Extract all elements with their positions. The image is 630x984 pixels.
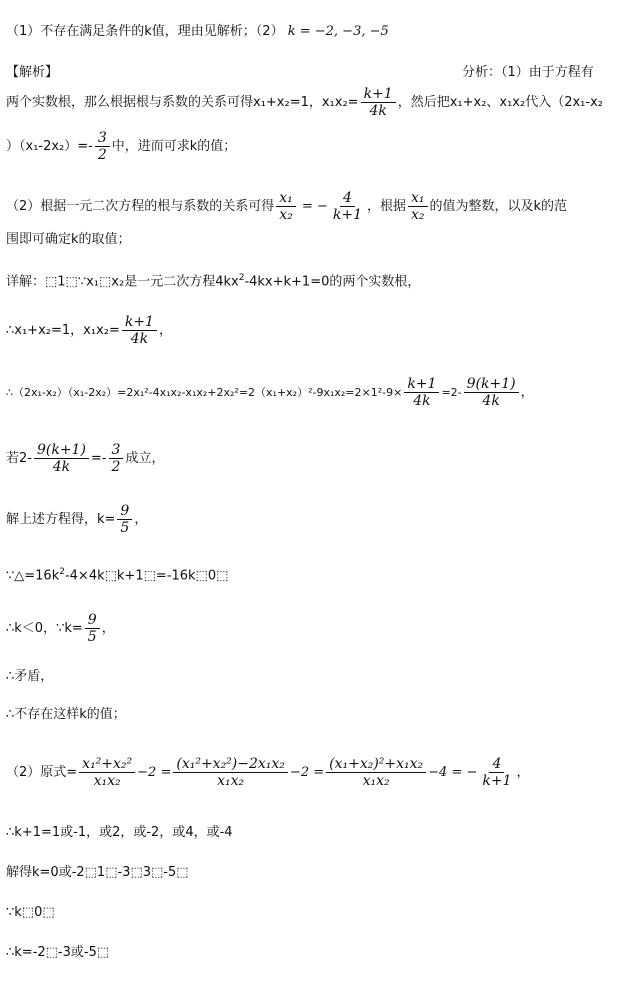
frac-den: x₂: [411, 207, 425, 224]
l3a-text: 两个实数根，那么根据根与系数的关系可得x₁+x₂=1，x₁x₂=: [6, 95, 359, 111]
frac-den: 4k: [369, 103, 387, 120]
frac-x1-over-x2-b: [408, 190, 428, 223]
frac-num: 9(k+1): [34, 442, 89, 459]
detail-line-15: [6, 708, 126, 721]
frac-den: x₁x₂: [93, 773, 121, 790]
answer-summary: [6, 25, 389, 38]
frac-kplus1-over-4k-b: [122, 314, 157, 347]
frac-den: k+1: [482, 773, 512, 790]
frac-9kplus1-over-4k-b: [34, 442, 89, 475]
l10c-text: 成立，: [125, 451, 165, 467]
jiexi-label: 【解析】: [6, 65, 59, 80]
sup-2b: 2: [59, 567, 65, 577]
frac-den: 2: [111, 459, 121, 476]
frac-num: (x₁+x₂)²+x₁x₂: [326, 756, 426, 773]
frac-num: 9(k+1): [464, 376, 519, 393]
l11a-text: 解上述方程得，k=: [6, 512, 116, 528]
detail-line-18: [6, 866, 189, 879]
minus2-b: −2 =: [289, 765, 325, 781]
frac-4-over-kplus1-b: [479, 756, 514, 789]
l10a-text: 若2-: [6, 451, 32, 467]
frac-x1-over-x2: [276, 190, 296, 223]
l14-text: ∴矛盾，: [6, 669, 54, 684]
frac-num: k+1: [122, 314, 157, 331]
frac-num: 9: [85, 612, 100, 629]
frac-9-over-5: [117, 503, 132, 536]
frac-kplus1-over-4k: [361, 86, 396, 119]
frac-num: (x₁²+x₂²)−2x₁x₂: [173, 756, 288, 773]
l15-text: ∴不存在这样k的值；: [6, 707, 126, 722]
detail-line-12: [6, 568, 228, 582]
frac-sum-sq-over-x1x2: [326, 756, 426, 789]
l18-text: 解得k=0或-2⬚1⬚-3⬚3⬚-5⬚: [6, 865, 189, 880]
frac-den: x₂: [279, 207, 293, 224]
frac-den: 5: [120, 520, 130, 537]
frac-num: x₁²+x₂²: [79, 756, 135, 773]
detail-line-11: [6, 503, 147, 536]
l13-end: ，: [101, 621, 115, 637]
l8-text: ∴x₁+x₂=1，x₁x₂=: [6, 323, 120, 339]
analysis-line-5: （2）根据一元二次方程的根与系数的关系可得 $\frac{\text{x₁}}{\text{x₂}}$ = − $\frac{4}{k+1}$ ，根据 $\frac{\text{x₁}}{\text{x₂}}$ 的值为整数，以及k的范: [6, 190, 568, 224]
l5b-text: ，根据: [366, 199, 406, 215]
l13a-text: ∴k＜0，∵k=: [6, 621, 83, 637]
frac-den: 5: [87, 629, 97, 646]
frac-num: 4: [340, 190, 355, 207]
l7a-text: 详解：⬚1⬚∵x₁⬚x₂是一元二次方程4kx: [6, 274, 239, 290]
frac-sq-sum-over-x1x2: [79, 756, 135, 789]
l9-end: ，: [520, 385, 534, 401]
detail-line-10: [6, 442, 164, 475]
l12a-text: ∵△=16k: [6, 568, 60, 584]
answer-text: （1）不存在满足条件的k值，理由见解析；（2）: [6, 24, 284, 39]
analysis-head-text: 分析：（1）由于方程有: [462, 65, 594, 80]
l5c-text: 的值为整数，以及k的范: [429, 199, 568, 215]
analysis-line-3: [6, 86, 603, 119]
detail-line-20: [6, 946, 109, 959]
frac-expanded-over-x1x2: [173, 756, 288, 789]
l16a-text: （2）原式=: [6, 765, 78, 781]
l9a-text: ∴（2x₁-x₂）（x₁-2x₂）=2x₁²-4x₁x₂-x₁x₂+2x₂²=2（x₁+x₂）²-9x₁x₂=2×1²-9×: [6, 386, 403, 400]
frac-kplus1-over-4k-c: [404, 376, 439, 409]
analysis-line-6: [6, 233, 131, 246]
frac-3-over-2-b: [109, 442, 124, 475]
l20-text: ∴k=-2⬚-3或-5⬚: [6, 945, 110, 960]
frac-den: 4k: [413, 393, 431, 410]
frac-num: 4: [489, 756, 504, 773]
answer-math: k = −2, −3, −5: [287, 24, 389, 39]
l8-end: ，: [158, 323, 172, 339]
frac-num: x₁: [408, 190, 428, 207]
detail-line-7: [6, 274, 420, 288]
l6-text: 围即可确定k的取值；: [6, 232, 131, 247]
frac-4-over-kplus1: [330, 190, 365, 223]
frac-den: 2: [97, 147, 107, 164]
l7b-text: -4kx+k+1=0的两个实数根，: [244, 274, 421, 290]
l19-text: ∵k⬚0⬚: [6, 905, 55, 920]
frac-num: 3: [109, 442, 124, 459]
frac-9-over-5-b: [85, 612, 100, 645]
frac-den: 4k: [52, 459, 71, 476]
l4a-text: ）（x₁-2x₂）=-: [6, 139, 93, 155]
frac-num: 9: [117, 503, 132, 520]
detail-line-17: [6, 826, 233, 839]
detail-line-16: （2）原式= $\frac{\text{x₁²+x₂²}}{\text{x₁x₂}}$ −2 = $\frac{\text{(x₁²+x₂²)−2x₁x₂}}{\text{x₁x₂}}$ −2 = $\frac{\text{(x₁+x₂)²+x₁x₂}}{\text{x₁x₂}}$ −4 = − $\frac{4}{k+1}$ ，: [6, 756, 530, 790]
l9b-text: =2-: [441, 386, 462, 400]
analysis-head: [462, 66, 594, 79]
frac-den: x₁x₂: [362, 773, 390, 790]
frac-den: k+1: [332, 207, 362, 224]
frac-num: k+1: [361, 86, 396, 103]
frac-num: k+1: [404, 376, 439, 393]
frac-9kplus1-over-4k: [464, 376, 519, 409]
detail-line-8: [6, 314, 172, 347]
detail-line-13: [6, 612, 115, 645]
frac-den: 4k: [130, 331, 149, 348]
frac-num: 3: [95, 130, 110, 147]
minus4: −4 = −: [428, 765, 478, 781]
l11-end: ，: [134, 512, 148, 528]
l5a-text: （2）根据一元二次方程的根与系数的关系可得: [6, 199, 275, 215]
sup-2: 2: [238, 273, 245, 283]
frac-den: 4k: [482, 393, 500, 410]
detail-line-9: [6, 376, 534, 409]
l17-text: ∴k+1=1或-1，或2，或-2，或4，或-4: [6, 825, 233, 840]
section-header: [6, 66, 58, 79]
analysis-line-4: [6, 130, 236, 163]
frac-den: x₁x₂: [217, 773, 245, 790]
detail-line-19: [6, 906, 55, 919]
frac-3-over-2: [95, 130, 110, 163]
frac-num: x₁: [276, 190, 296, 207]
minus2-a: −2 =: [137, 765, 172, 781]
l12b-text: -4×4k⬚k+1⬚=-16k⬚0⬚: [64, 568, 229, 584]
l10b-text: =-: [90, 451, 107, 467]
l3b-text: ，然后把x₁+x₂、x₁x₂代入（2x₁-x₂: [397, 95, 603, 111]
l4b-text: 中，进而可求k的值；: [111, 139, 237, 155]
detail-line-14: [6, 670, 53, 683]
